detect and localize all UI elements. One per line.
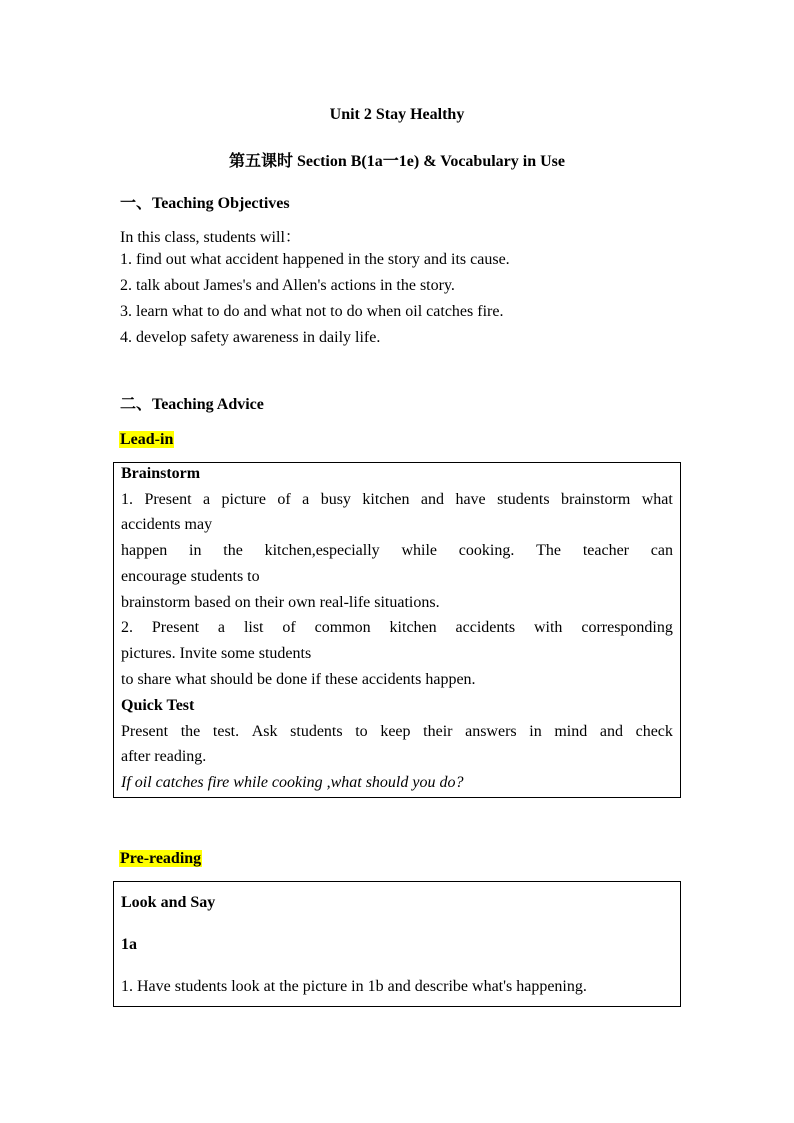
word: mind — [554, 723, 588, 740]
prereading-line: 1. Have students look at the picture in 1b and describe what's happening. — [121, 978, 587, 995]
quicktest-question: If oil catches fire while cooking ,what should you do? — [121, 774, 464, 791]
objective-item: 3. learn what to do and what not to do when oil catches fire. — [120, 303, 504, 320]
word: have — [455, 491, 486, 508]
brainstorm-line: encourage students to — [121, 568, 260, 585]
brainstorm-line: accidents may — [121, 516, 213, 533]
word: to — [355, 723, 368, 740]
word: of — [282, 619, 296, 636]
brainstorm-line — [121, 619, 673, 637]
word: the — [223, 542, 243, 559]
objectives-heading: 一、Teaching Objectives — [120, 195, 290, 212]
word: what — [641, 491, 673, 508]
word: busy — [320, 491, 351, 508]
word: common — [314, 619, 371, 636]
word: Ask — [251, 723, 278, 740]
word: of — [277, 491, 291, 508]
word: list — [243, 619, 264, 636]
brainstorm-line: to share what should be done if these accidents happen. — [121, 671, 476, 688]
brainstorm-line — [121, 542, 673, 560]
leadin-box — [113, 462, 681, 798]
word: a — [302, 491, 310, 508]
word: students — [497, 491, 550, 508]
prereading-box — [113, 881, 681, 1007]
advice-heading: 二、Teaching Advice — [120, 396, 264, 413]
lesson-subtitle: 第五课时 Section B(1a一1e) & Vocabulary in Use — [228, 153, 565, 170]
objectives-intro: In this class, students will： — [120, 229, 301, 246]
word: happen — [121, 542, 168, 559]
word: The — [536, 542, 562, 559]
word: check — [635, 723, 673, 740]
quicktest-title: Quick Test — [121, 697, 195, 714]
document-title: Unit 2 Stay Healthy — [329, 106, 465, 123]
word: picture — [221, 491, 266, 508]
word: 1. — [121, 491, 133, 508]
brainstorm-line: brainstorm based on their own real-life situations. — [121, 594, 440, 611]
word: their — [423, 723, 453, 740]
word: and — [420, 491, 445, 508]
word: corresponding — [581, 619, 673, 636]
activity-label: 1a — [121, 936, 137, 953]
word: a — [202, 491, 211, 508]
word: Present — [151, 619, 200, 636]
leadin-label: Lead-in — [120, 431, 174, 448]
look-and-say-title: Look and Say — [121, 894, 216, 911]
word: teacher — [582, 542, 629, 559]
word: accidents — [455, 619, 516, 636]
word: in — [529, 723, 542, 740]
quicktest-line — [121, 723, 673, 741]
brainstorm-line — [121, 491, 673, 509]
word: 2. — [121, 619, 133, 636]
word: the — [180, 723, 201, 740]
brainstorm-title: Brainstorm — [121, 465, 201, 482]
word: Present — [121, 723, 169, 740]
word: while — [401, 542, 437, 559]
objective-item: 2. talk about James's and Allen's actions in the story. — [120, 277, 455, 294]
word: a — [217, 619, 226, 636]
word: students — [290, 723, 343, 740]
word: kitchen,especially — [264, 542, 380, 559]
word: kitchen — [389, 619, 437, 636]
objective-item: 1. find out what accident happened in the story and its cause. — [120, 251, 510, 268]
brainstorm-line: pictures. Invite some students — [121, 645, 312, 662]
word: answers — [465, 723, 517, 740]
word: test. — [212, 723, 240, 740]
word: with — [533, 619, 563, 636]
word: keep — [380, 723, 411, 740]
word: and — [599, 723, 623, 740]
word: in — [189, 542, 202, 559]
prereading-label: Pre-reading — [120, 850, 202, 867]
word: can — [650, 542, 673, 559]
word: cooking. — [458, 542, 515, 559]
quicktest-line: after reading. — [121, 748, 207, 765]
word: brainstorm — [560, 491, 631, 508]
word: kitchen — [362, 491, 410, 508]
word: Present — [144, 491, 192, 508]
objective-item: 4. develop safety awareness in daily life. — [120, 329, 381, 346]
